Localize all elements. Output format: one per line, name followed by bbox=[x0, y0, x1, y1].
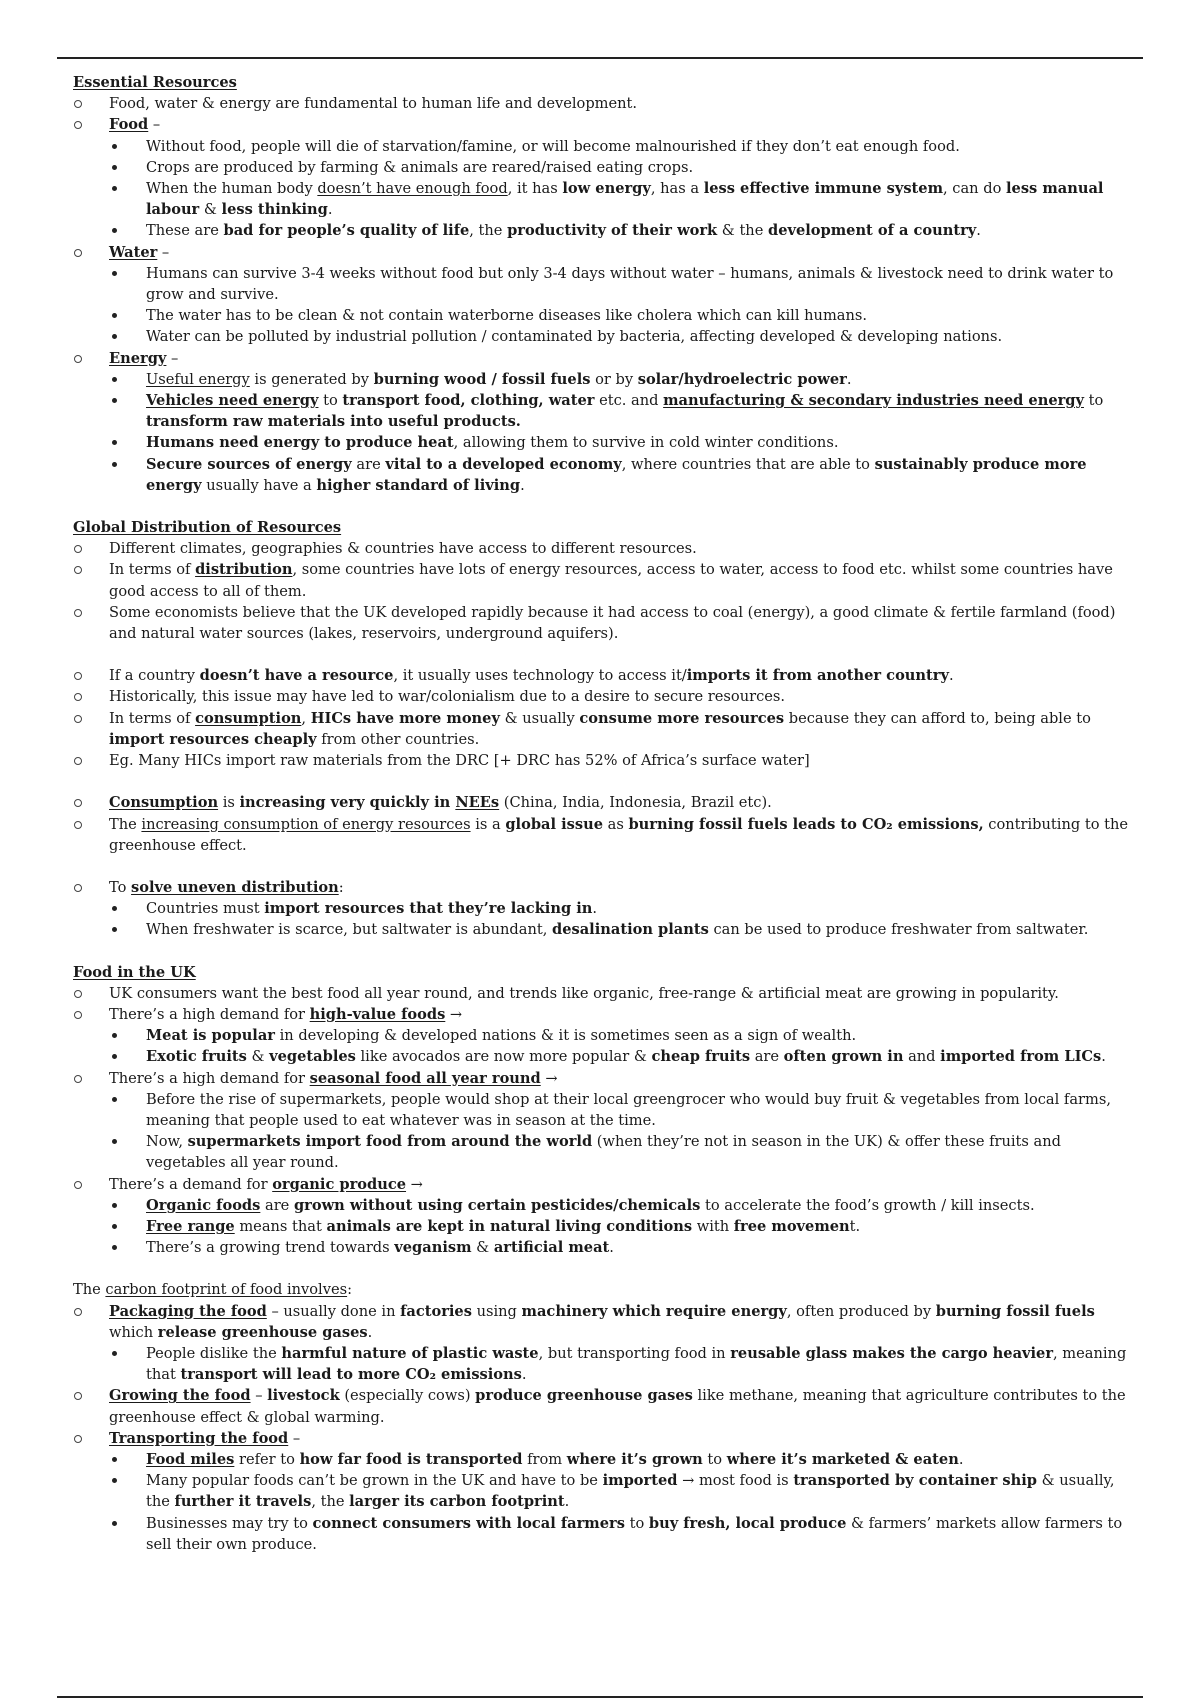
filled-bullet-icon bbox=[112, 927, 117, 932]
text-run: . bbox=[948, 667, 954, 685]
text-run: , it has bbox=[507, 180, 563, 198]
notes-content bbox=[73, 72, 1133, 1555]
sub-list-item bbox=[73, 220, 1133, 241]
text-run: When the human body bbox=[146, 180, 318, 198]
text-run: HICs have more money bbox=[310, 709, 500, 727]
hollow-bullet-icon bbox=[74, 1435, 82, 1443]
text-run: : bbox=[338, 878, 344, 896]
list-item bbox=[73, 792, 1133, 813]
filled-bullet-icon bbox=[112, 1097, 117, 1102]
text-run: manufacturing & secondary industries need energy bbox=[663, 392, 1084, 410]
list-item bbox=[73, 750, 1133, 771]
section bbox=[73, 1279, 1133, 1555]
text-run: Food bbox=[109, 116, 149, 134]
text-run: veganism bbox=[394, 1239, 472, 1257]
hollow-bullet-icon bbox=[74, 545, 82, 553]
text-run: – usually done in bbox=[266, 1302, 401, 1320]
text-run: can be used to produce freshwater from saltwater. bbox=[708, 921, 1089, 939]
text-run: Energy bbox=[109, 349, 167, 367]
list-item bbox=[73, 348, 1133, 369]
hollow-bullet-icon bbox=[74, 672, 82, 680]
sub-list-item bbox=[73, 1343, 1133, 1385]
text-run: to bbox=[318, 392, 343, 410]
text-run: harmful nature of plastic waste bbox=[281, 1344, 539, 1362]
filled-bullet-icon bbox=[112, 1351, 117, 1356]
text-run: → most food is bbox=[677, 1472, 794, 1490]
text-run: transport will lead to more CO₂ emissions bbox=[180, 1366, 522, 1384]
text-run: contributing to the greenhouse effect. bbox=[109, 815, 1129, 854]
text-run: doesn’t have enough food bbox=[317, 180, 508, 198]
text-run: In terms of bbox=[109, 709, 196, 727]
text-run: & bbox=[471, 1239, 494, 1257]
text-run: Useful energy bbox=[146, 370, 250, 388]
text-run: , bbox=[301, 709, 311, 727]
list-item bbox=[73, 1301, 1133, 1343]
text-run: often grown in bbox=[783, 1048, 904, 1066]
text-run: are bbox=[351, 455, 386, 473]
text-run: Before the rise of supermarkets, people would shop at their local greengrocer who would buy fruit & vegetables from local farms, meaning that people used to eat whatever was in season at the time. bbox=[146, 1090, 1111, 1129]
text-run: Organic foods bbox=[146, 1196, 261, 1214]
text-run: , allowing them to survive in cold winter conditions. bbox=[453, 434, 839, 452]
filled-bullet-icon bbox=[112, 1054, 117, 1059]
list-item bbox=[73, 559, 1133, 601]
text-run: from bbox=[522, 1450, 567, 1468]
text-run: & farmers’ markets allow farmers to sell their own produce. bbox=[146, 1514, 1123, 1553]
sub-list-item bbox=[73, 263, 1133, 305]
text-run: Consumption bbox=[109, 794, 219, 812]
text-run: further it travels bbox=[174, 1493, 312, 1511]
text-run: burning fossil fuels bbox=[935, 1302, 1095, 1320]
text-run: vegetables bbox=[269, 1048, 356, 1066]
section-title: Essential Resources bbox=[73, 74, 237, 91]
text-run: People dislike the bbox=[146, 1344, 282, 1362]
text-run: → bbox=[406, 1175, 423, 1193]
text-run: Growing the food bbox=[109, 1387, 251, 1405]
text-run: vital to a developed economy bbox=[385, 455, 622, 473]
hollow-bullet-icon bbox=[74, 821, 82, 829]
hollow-bullet-icon bbox=[74, 715, 82, 723]
list-item bbox=[73, 1068, 1133, 1089]
filled-bullet-icon bbox=[112, 186, 117, 191]
hollow-bullet-icon bbox=[74, 884, 82, 892]
text-run: development of a country bbox=[767, 222, 977, 240]
spacer bbox=[73, 644, 1133, 665]
text-run: Free range bbox=[146, 1217, 235, 1235]
text-run: & bbox=[246, 1048, 270, 1066]
text-run: (when they’re not in season in the UK) & offer these fruits and vegetables all year round. bbox=[146, 1133, 1061, 1172]
sub-list-item bbox=[73, 1025, 1133, 1046]
filled-bullet-icon bbox=[112, 1478, 117, 1483]
text-run: – bbox=[148, 116, 161, 134]
sub-list-item bbox=[73, 898, 1133, 919]
text-run: Vehicles need energy bbox=[146, 392, 319, 410]
text-run: Transporting the food bbox=[109, 1429, 289, 1447]
text-run: high-value foods bbox=[309, 1005, 446, 1023]
filled-bullet-icon bbox=[112, 1203, 117, 1208]
hollow-bullet-icon bbox=[74, 1011, 82, 1019]
text-run: Eg. Many HICs import raw materials from the DRC [+ DRC has 52% of Africa’s surface water] bbox=[109, 752, 810, 770]
sub-list-item bbox=[73, 919, 1133, 940]
text-run: . bbox=[564, 1493, 570, 1511]
hollow-bullet-icon bbox=[74, 355, 82, 363]
filled-bullet-icon bbox=[112, 144, 117, 149]
text-run: productivity of their work bbox=[507, 222, 718, 240]
section bbox=[73, 72, 1133, 496]
text-run: free movemen bbox=[733, 1217, 850, 1235]
filled-bullet-icon bbox=[112, 398, 117, 403]
text-run: There’s a high demand for bbox=[109, 1069, 310, 1087]
filled-bullet-icon bbox=[112, 1457, 117, 1462]
spacer bbox=[73, 856, 1133, 877]
text-run: t. bbox=[849, 1217, 861, 1235]
hollow-bullet-icon bbox=[74, 249, 82, 257]
filled-bullet-icon bbox=[112, 334, 117, 339]
text-run: , where countries that are able to bbox=[621, 455, 875, 473]
text-run: are bbox=[750, 1048, 784, 1066]
text-run: Now, bbox=[146, 1133, 188, 1151]
list-item bbox=[73, 814, 1133, 856]
text-run: Humans need energy to produce heat bbox=[146, 434, 454, 452]
text-run: Some economists believe that the UK developed rapidly because it had access to coal (energy), a good climate & fertile farmland (food) and natural water sources (lakes, reservoirs, underground aquifers). bbox=[109, 603, 1116, 643]
sub-list-item bbox=[73, 136, 1133, 157]
text-run: NEEs bbox=[455, 794, 500, 812]
sub-list-item bbox=[73, 1470, 1133, 1512]
text-run: . bbox=[592, 900, 598, 918]
sub-list-item bbox=[73, 454, 1133, 496]
text-run: consumption bbox=[195, 709, 302, 727]
text-run: – bbox=[157, 243, 170, 261]
text-run: using bbox=[471, 1302, 522, 1320]
filled-bullet-icon bbox=[112, 462, 117, 467]
text-run: , often produced by bbox=[786, 1302, 936, 1320]
text-run: & usually, the bbox=[146, 1472, 1115, 1511]
text-run: less effective immune system bbox=[703, 180, 944, 198]
text-run: consume more resources bbox=[579, 709, 785, 727]
text-run: artificial meat bbox=[493, 1239, 610, 1257]
section-spacer bbox=[73, 941, 1133, 962]
text-run: where it’s grown bbox=[566, 1450, 703, 1468]
text-run: in developing & developed nations & it is sometimes seen as a sign of wealth. bbox=[275, 1027, 857, 1045]
text-run: desalination plants bbox=[552, 921, 709, 939]
list-item bbox=[73, 665, 1133, 686]
text-run: to accelerate the food’s growth / kill insects. bbox=[700, 1196, 1035, 1214]
sub-list-item bbox=[73, 432, 1133, 453]
text-run: usually have a bbox=[201, 476, 317, 494]
list-item bbox=[73, 686, 1133, 707]
section bbox=[73, 517, 1133, 940]
text-run: buy fresh, local produce bbox=[648, 1514, 847, 1532]
text-run: . bbox=[520, 476, 525, 494]
filled-bullet-icon bbox=[112, 313, 117, 318]
text-run: . bbox=[327, 201, 333, 219]
text-run: less manual labour bbox=[146, 180, 1104, 219]
sub-list-item bbox=[73, 1216, 1133, 1237]
hollow-bullet-icon bbox=[74, 1308, 82, 1316]
text-run: like methane, meaning that agriculture contributes to the greenhouse effect & global warming. bbox=[109, 1387, 1126, 1426]
text-run: bad for people’s quality of life bbox=[223, 222, 470, 240]
text-run: livestock bbox=[267, 1387, 340, 1405]
text-run: Businesses may try to bbox=[146, 1514, 313, 1532]
text-run: The water has to be clean & not contain waterborne diseases like cholera which can kill humans. bbox=[146, 307, 868, 325]
text-run: refer to bbox=[234, 1450, 300, 1468]
text-run: Food miles bbox=[146, 1450, 235, 1468]
hollow-bullet-icon bbox=[74, 990, 82, 998]
filled-bullet-icon bbox=[112, 377, 117, 382]
filled-bullet-icon bbox=[112, 165, 117, 170]
text-run: like avocados are now more popular & bbox=[355, 1048, 652, 1066]
text-run: (China, India, Indonesia, Brazil etc). bbox=[499, 794, 772, 812]
top-rule bbox=[57, 57, 1143, 59]
list-item bbox=[73, 242, 1133, 263]
text-run: low energy bbox=[562, 180, 651, 198]
hollow-bullet-icon bbox=[74, 757, 82, 765]
filled-bullet-icon bbox=[112, 1521, 117, 1526]
text-run: . bbox=[1101, 1048, 1106, 1066]
text-run: Without food, people will die of starvation/famine, or will become malnourished if they don’t eat enough food. bbox=[146, 137, 960, 155]
sub-list-item bbox=[73, 1089, 1133, 1131]
hollow-bullet-icon bbox=[74, 566, 82, 574]
section-lead: The carbon footprint of food involves: bbox=[73, 1281, 353, 1299]
text-run: is a bbox=[470, 815, 506, 833]
sub-list-item bbox=[73, 1131, 1133, 1173]
text-run: global issue bbox=[505, 815, 603, 833]
text-run: UK consumers want the best food all year round, and trends like organic, free-range & artificial meat are growing in popularity. bbox=[109, 984, 1059, 1002]
filled-bullet-icon bbox=[112, 1224, 117, 1229]
sub-list-item bbox=[73, 1195, 1133, 1216]
hollow-bullet-icon bbox=[74, 799, 82, 807]
section-spacer bbox=[73, 496, 1133, 517]
text-run: Many popular foods can’t be grown in the UK and have to be bbox=[146, 1472, 603, 1490]
text-run: Different climates, geographies & countries have access to different resources. bbox=[109, 540, 697, 558]
hollow-bullet-icon bbox=[74, 100, 82, 108]
text-run: less thinking bbox=[221, 201, 328, 219]
text-run: When freshwater is scarce, but saltwater is abundant, bbox=[146, 921, 553, 939]
text-run: – bbox=[250, 1387, 268, 1405]
list-item bbox=[73, 708, 1133, 750]
list-item bbox=[73, 538, 1133, 559]
text-run: → bbox=[540, 1069, 558, 1087]
sub-list-item bbox=[73, 157, 1133, 178]
text-run: transported by container ship bbox=[793, 1472, 1037, 1490]
list-item bbox=[73, 1004, 1133, 1025]
text-run: In terms of bbox=[109, 561, 196, 579]
text-run: → bbox=[445, 1005, 463, 1023]
text-run: transport food, clothing, water bbox=[342, 392, 595, 410]
text-run: to bbox=[1083, 392, 1104, 410]
text-run: how far food is transported bbox=[299, 1450, 523, 1468]
list-item bbox=[73, 1385, 1133, 1427]
text-run: larger its carbon footprint bbox=[349, 1493, 565, 1511]
text-run: grown without using certain pesticides/chemicals bbox=[293, 1196, 701, 1214]
text-run: because they can afford to, being able to bbox=[784, 709, 1091, 727]
filled-bullet-icon bbox=[112, 906, 117, 911]
text-run: solve uneven distribution bbox=[131, 878, 339, 896]
filled-bullet-icon bbox=[112, 1033, 117, 1038]
text-run: imported from LICs bbox=[940, 1048, 1102, 1066]
text-run: – bbox=[288, 1429, 301, 1447]
list-item bbox=[73, 877, 1133, 898]
text-run: as bbox=[602, 815, 629, 833]
text-run: & usually bbox=[499, 709, 580, 727]
text-run: Humans can survive 3-4 weeks without food but only 3-4 days without water – humans, animals & livestock need to drink water to grow and survive. bbox=[146, 264, 1114, 304]
text-run: , some countries have lots of energy resources, access to water, access to food etc. whilst some countries have good access to all of them. bbox=[109, 561, 1113, 600]
text-run: There’s a high demand for bbox=[109, 1005, 310, 1023]
text-run: sustainably produce more energy bbox=[146, 455, 1087, 494]
text-run: with bbox=[692, 1217, 734, 1235]
text-run: supermarkets import food from around the world bbox=[187, 1133, 593, 1151]
text-run: connect consumers with local farmers bbox=[312, 1514, 625, 1532]
text-run: There’s a demand for bbox=[109, 1175, 273, 1193]
list-item bbox=[73, 114, 1133, 135]
hollow-bullet-icon bbox=[74, 1392, 82, 1400]
text-run: increasing very quickly in bbox=[239, 794, 456, 812]
filled-bullet-icon bbox=[112, 1139, 117, 1144]
filled-bullet-icon bbox=[112, 1245, 117, 1250]
text-run: & the bbox=[717, 222, 768, 240]
text-run: machinery which require energy bbox=[521, 1302, 787, 1320]
hollow-bullet-icon bbox=[74, 1075, 82, 1083]
text-run: to bbox=[624, 1514, 649, 1532]
text-run: Countries must bbox=[146, 900, 265, 918]
text-run: seasonal food all year round bbox=[309, 1069, 541, 1087]
text-run: The bbox=[109, 815, 142, 833]
spacer bbox=[73, 771, 1133, 792]
text-run: Historically, this issue may have led to war/colonialism due to a desire to secure resources. bbox=[109, 688, 786, 706]
text-run: . bbox=[521, 1366, 527, 1384]
text-run: , it usually uses technology to access it/ bbox=[393, 667, 687, 685]
text-run: . bbox=[609, 1239, 614, 1257]
text-run: There’s a growing trend towards bbox=[146, 1239, 395, 1257]
text-run: organic produce bbox=[272, 1175, 407, 1193]
text-run: which bbox=[109, 1323, 158, 1341]
text-run: . bbox=[958, 1450, 964, 1468]
text-run: means that bbox=[234, 1217, 327, 1235]
hollow-bullet-icon bbox=[74, 693, 82, 701]
text-run: are bbox=[260, 1196, 294, 1214]
text-run: release greenhouse gases bbox=[157, 1323, 368, 1341]
list-item bbox=[73, 1174, 1133, 1195]
hollow-bullet-icon bbox=[74, 121, 82, 129]
sub-list-item bbox=[73, 305, 1133, 326]
sub-list-item bbox=[73, 390, 1133, 432]
text-run: and bbox=[903, 1048, 941, 1066]
text-run: Water bbox=[109, 243, 158, 261]
text-run: If a country bbox=[109, 667, 200, 685]
text-run: transform raw materials into useful products. bbox=[146, 413, 521, 431]
text-run: To bbox=[109, 878, 132, 896]
list-item bbox=[73, 602, 1133, 644]
sub-list-item bbox=[73, 1513, 1133, 1555]
section bbox=[73, 962, 1133, 1259]
text-run: , can do bbox=[943, 180, 1006, 198]
hollow-bullet-icon bbox=[74, 609, 82, 617]
section-title: Global Distribution of Resources bbox=[73, 519, 342, 537]
text-run: , meaning that bbox=[146, 1344, 1127, 1384]
list-item bbox=[73, 983, 1133, 1004]
sub-list-item bbox=[73, 369, 1133, 390]
section-spacer bbox=[73, 1258, 1133, 1279]
text-run: is generated by bbox=[249, 370, 374, 388]
text-run: from other countries. bbox=[316, 730, 480, 748]
text-run: imports it from another country bbox=[686, 667, 949, 685]
text-run: Meat is popular bbox=[146, 1027, 275, 1045]
text-run: & bbox=[199, 201, 222, 219]
filled-bullet-icon bbox=[112, 228, 117, 233]
text-run: distribution bbox=[195, 561, 293, 579]
sub-list-item bbox=[73, 1046, 1133, 1067]
text-run: , the bbox=[311, 1493, 350, 1511]
text-run: Packaging the food bbox=[109, 1302, 267, 1320]
text-run: Exotic fruits bbox=[146, 1048, 247, 1066]
text-run: – bbox=[166, 349, 179, 367]
text-run: imported bbox=[602, 1472, 678, 1490]
text-run: Food, water & energy are fundamental to human life and development. bbox=[109, 95, 638, 113]
text-run: doesn’t have a resource bbox=[199, 667, 394, 685]
text-run: is bbox=[218, 794, 240, 812]
text-run: . bbox=[976, 222, 981, 240]
bottom-rule bbox=[57, 1696, 1143, 1698]
text-run: import resources cheaply bbox=[109, 730, 317, 748]
filled-bullet-icon bbox=[112, 271, 117, 276]
sub-list-item bbox=[73, 1449, 1133, 1470]
text-run: cheap fruits bbox=[651, 1048, 751, 1066]
hollow-bullet-icon bbox=[74, 1181, 82, 1189]
list-item bbox=[73, 1428, 1133, 1449]
text-run: etc. and bbox=[594, 392, 664, 410]
text-run: , the bbox=[469, 222, 508, 240]
text-run: burning wood / fossil fuels bbox=[373, 370, 591, 388]
text-run: factories bbox=[400, 1302, 472, 1320]
section-title: Food in the UK bbox=[73, 963, 196, 981]
text-run: animals are kept in natural living conditions bbox=[326, 1217, 693, 1235]
text-run: Water can be polluted by industrial pollution / contaminated by bacteria, affecting developed & developing nations. bbox=[146, 328, 1003, 346]
text-run: solar/hydroelectric power bbox=[637, 370, 847, 388]
filled-bullet-icon bbox=[112, 440, 117, 445]
text-run: reusable glass makes the cargo heavier bbox=[730, 1344, 1054, 1362]
text-run: to bbox=[702, 1450, 727, 1468]
sub-list-item bbox=[73, 178, 1133, 220]
text-run: . bbox=[367, 1323, 373, 1341]
text-run: . bbox=[846, 370, 852, 388]
text-run: higher standard of living bbox=[316, 476, 521, 494]
text-run: produce greenhouse gases bbox=[475, 1387, 693, 1405]
sub-list-item bbox=[73, 1237, 1133, 1258]
text-run: where it’s marketed & eaten bbox=[726, 1450, 959, 1468]
sub-list-item bbox=[73, 326, 1133, 347]
text-run: , but transporting food in bbox=[538, 1344, 731, 1362]
list-item bbox=[73, 93, 1133, 114]
text-run: (especially cows) bbox=[339, 1387, 476, 1405]
text-run: , has a bbox=[650, 180, 704, 198]
text-run: Crops are produced by farming & animals are reared/raised eating crops. bbox=[146, 158, 694, 176]
text-run: These are bbox=[146, 222, 224, 240]
text-run: or by bbox=[590, 370, 638, 388]
text-run: increasing consumption of energy resources bbox=[141, 815, 471, 833]
text-run: burning fossil fuels leads to CO₂ emissions, bbox=[628, 815, 984, 833]
text-run: import resources that they’re lacking in bbox=[264, 900, 593, 918]
text-run: Secure sources of energy bbox=[146, 455, 352, 473]
